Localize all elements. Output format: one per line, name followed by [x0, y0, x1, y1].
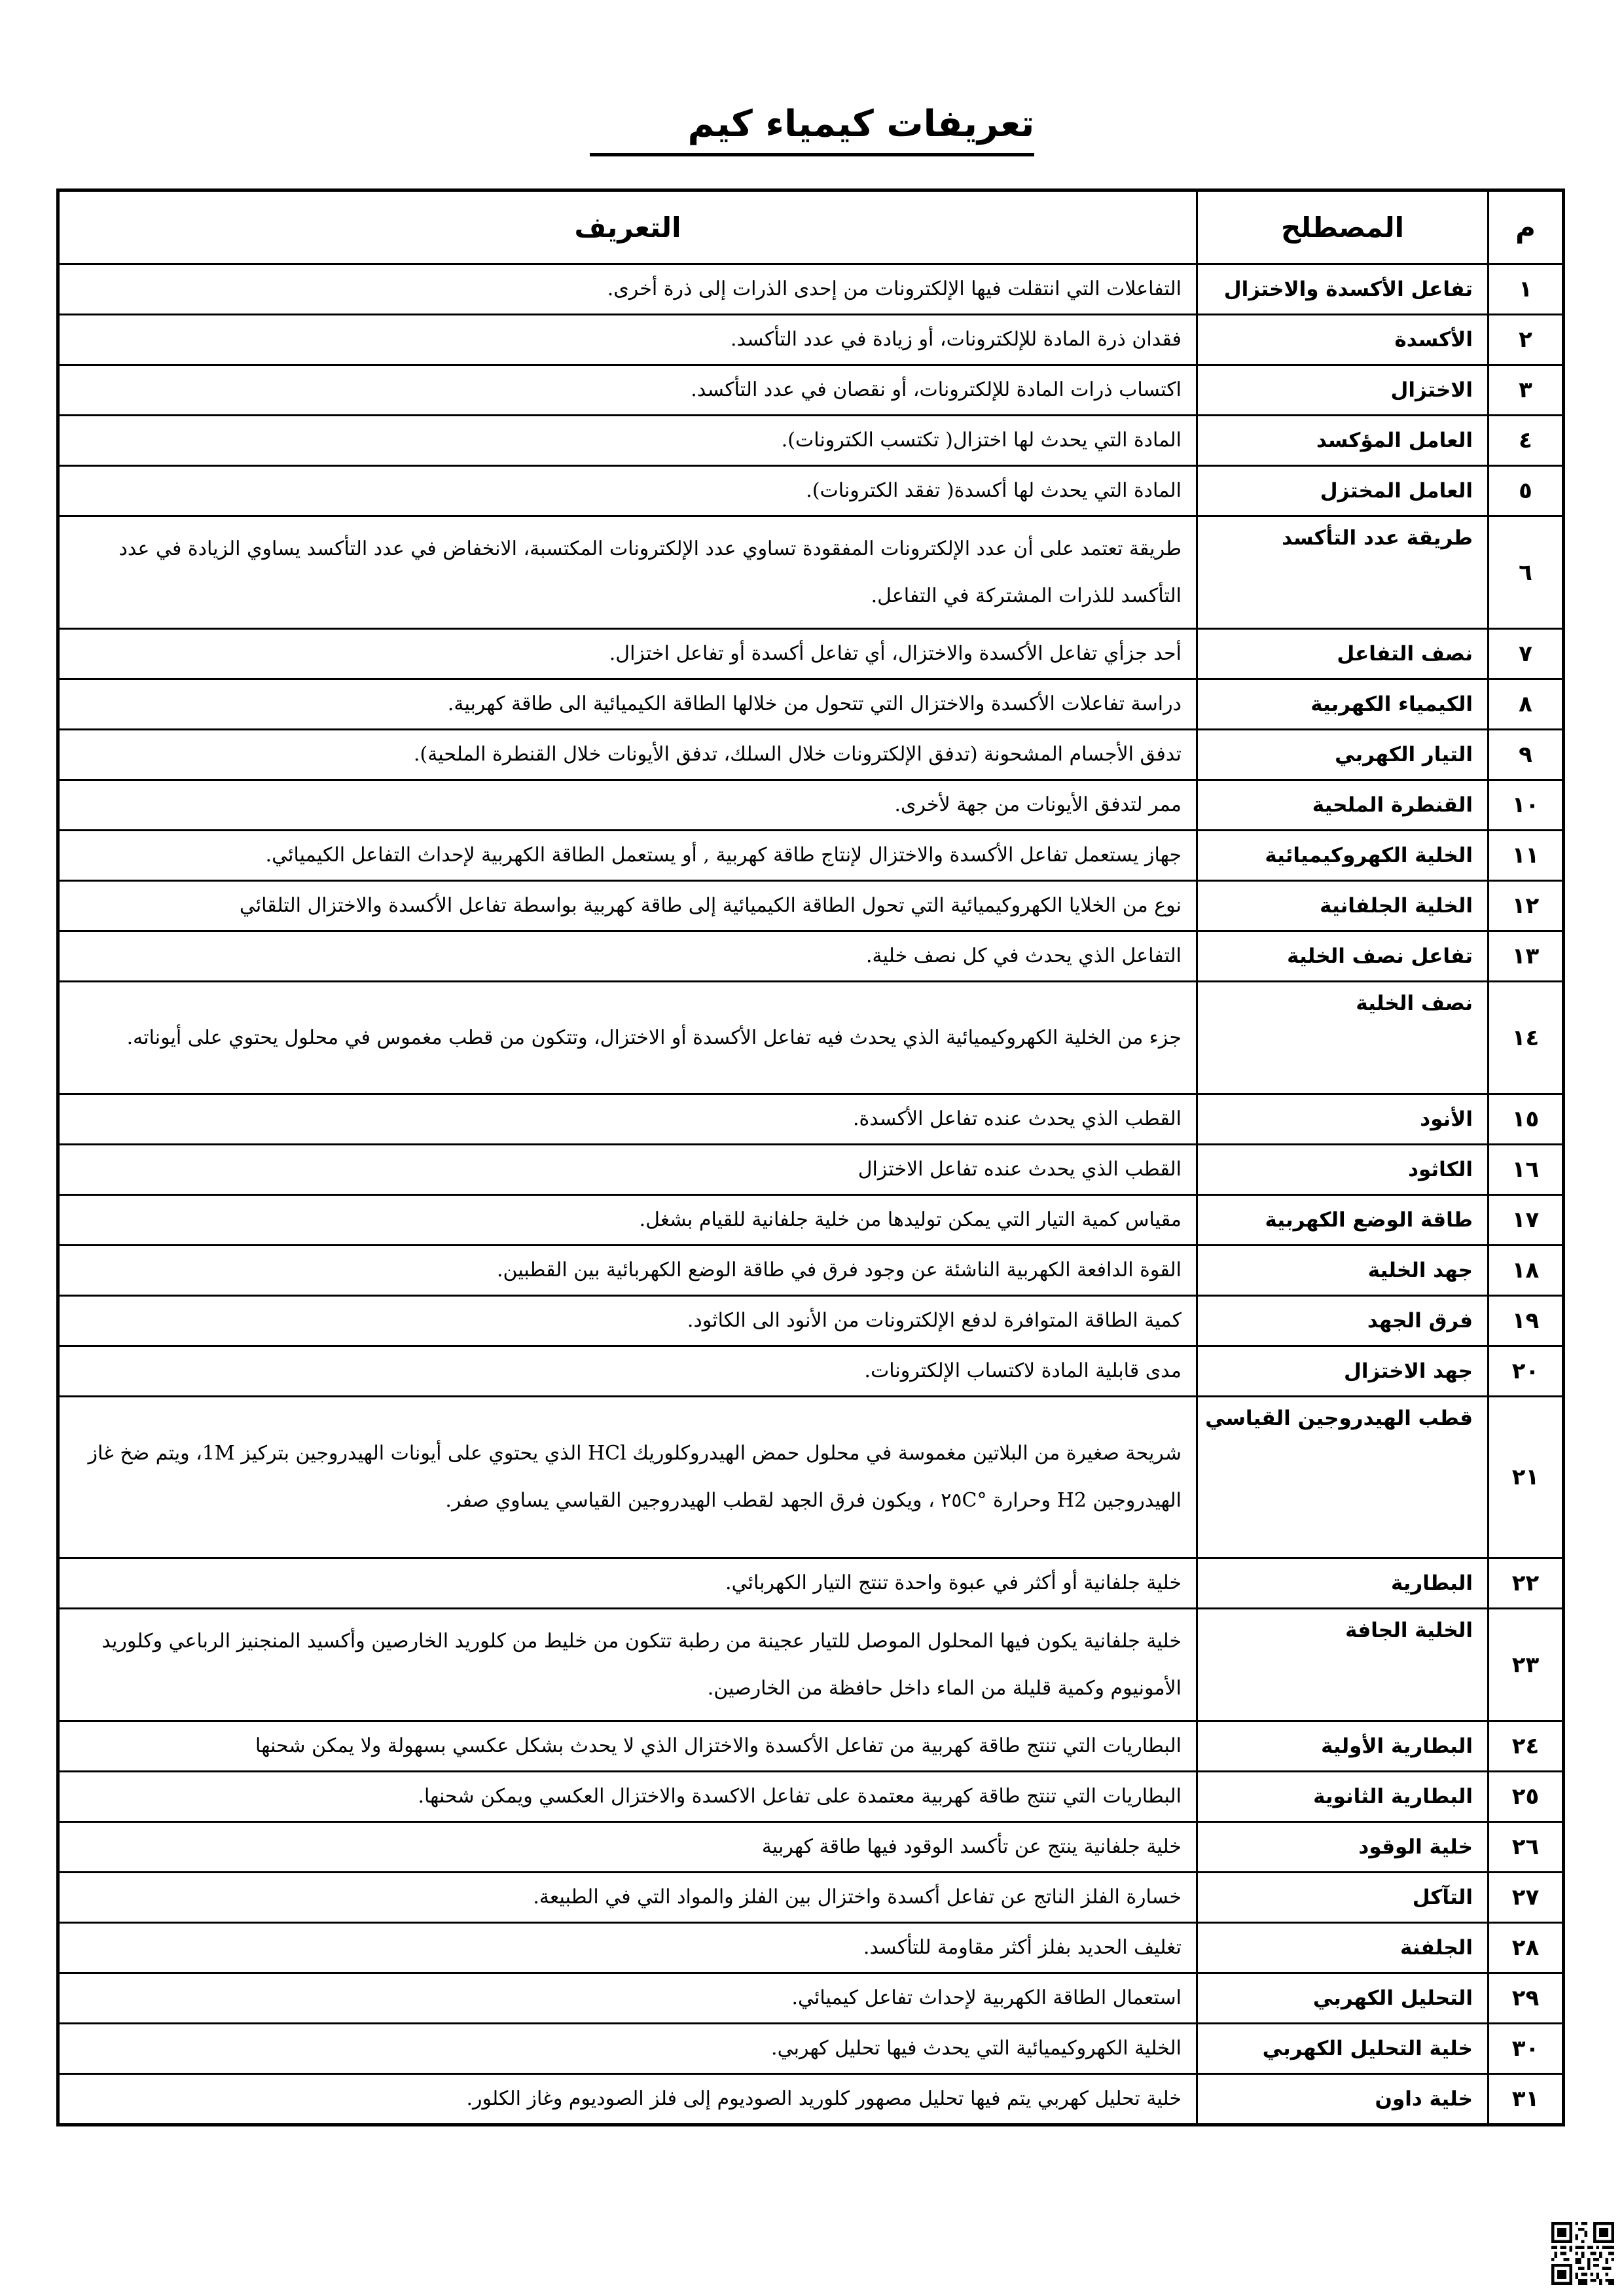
- row-definition: جزء من الخلية الكهروكيميائية الذي يحدث فيه تفاعل الأكسدة أو الاختزال، وتتكون من قطب مغموس في محلول يحتوي على أيوناته.: [58, 982, 1197, 1094]
- row-term: الجلفنة: [1197, 1923, 1489, 1973]
- row-term: تفاعل الأكسدة والاختزال: [1197, 264, 1489, 315]
- table-row: [58, 881, 1564, 931]
- row-number: ١: [1489, 264, 1564, 315]
- row-term: الخلية الكهروكيميائية: [1197, 831, 1489, 881]
- row-number: ٢٤: [1489, 1721, 1564, 1772]
- row-number: ٢٠: [1489, 1346, 1564, 1397]
- row-number: ٢٨: [1489, 1923, 1564, 1973]
- table-row: [58, 1923, 1564, 1973]
- row-number: ٤: [1489, 416, 1564, 466]
- table-row: [58, 1195, 1564, 1246]
- row-number: ١٤: [1489, 982, 1564, 1094]
- page-title-text: تعريفات كيمياء كيم: [590, 98, 1035, 156]
- row-definition: القوة الدافعة الكهربية الناشئة عن وجود فرق في طاقة الوضع الكهربائية بين القطبين.: [58, 1246, 1197, 1296]
- row-definition: طريقة تعتمد على أن عدد الإلكترونات المفقودة تساوي عدد الإلكترونات المكتسبة، الانخفاض في عدد التأكسد يساوي الزيادة في عدد التأكسد للذرات المشتركة في التفاعل.: [58, 516, 1197, 629]
- row-term: الأكسدة: [1197, 315, 1489, 365]
- table-row: [58, 1973, 1564, 2024]
- row-term: نصف الخلية: [1197, 982, 1489, 1094]
- row-number: ٢١: [1489, 1397, 1564, 1558]
- row-term: البطارية: [1197, 1558, 1489, 1609]
- table-row: [58, 1296, 1564, 1346]
- row-number: ٢٢: [1489, 1558, 1564, 1609]
- row-definition: خلية جلفانية ينتج عن تأكسد الوقود فيها طاقة كهربية: [58, 1822, 1197, 1873]
- qr-code-icon: [1551, 2222, 1614, 2285]
- row-term: التآكل: [1197, 1873, 1489, 1923]
- row-number: ٦: [1489, 516, 1564, 629]
- row-definition: شريحة صغيرة من البلاتين مغموسة في محلول حمض الهيدروكلوريك HCl الذي يحتوي على أيونات الهيدروجين بتركيز 1M، ويتم ضخ غاز الهيدروجين H2 وحرارة °٢٥C ، ويكون فرق الجهد لقطب الهيدروجين القياسي يساوي صفر.: [58, 1397, 1197, 1558]
- table-row: [58, 1558, 1564, 1609]
- row-term: البطارية الثانوية: [1197, 1772, 1489, 1822]
- row-number: ١٨: [1489, 1246, 1564, 1296]
- row-number: ١٥: [1489, 1094, 1564, 1145]
- table-row: [58, 679, 1564, 730]
- table-row: [58, 264, 1564, 315]
- row-term: التحليل الكهربي: [1197, 1973, 1489, 2024]
- table-row: [58, 1397, 1564, 1558]
- row-definition: تغليف الحديد بفلز أكثر مقاومة للتأكسد.: [58, 1923, 1197, 1973]
- row-definition: تدفق الأجسام المشحونة (تدفق الإلكترونات خلال السلك، تدفق الأيونات خلال القنطرة الملحية).: [58, 730, 1197, 780]
- row-number: ٩: [1489, 730, 1564, 780]
- row-term: جهد الخلية: [1197, 1246, 1489, 1296]
- row-number: ٢٥: [1489, 1772, 1564, 1822]
- row-number: ١٩: [1489, 1296, 1564, 1346]
- row-number: ٢٧: [1489, 1873, 1564, 1923]
- row-number: ٣: [1489, 365, 1564, 416]
- header-term: المصطلح: [1197, 190, 1489, 264]
- table-row: [58, 466, 1564, 516]
- table-row: [58, 1873, 1564, 1923]
- table-row: [58, 1822, 1564, 1873]
- row-definition: أحد جزأي تفاعل الأكسدة والاختزال، أي تفاعل أكسدة أو تفاعل اختزال.: [58, 629, 1197, 679]
- row-term: فرق الجهد: [1197, 1296, 1489, 1346]
- row-definition: دراسة تفاعلات الأكسدة والاختزال التي تتحول من خلالها الطاقة الكيميائية الى طاقة كهربية.: [58, 679, 1197, 730]
- table-row: [58, 931, 1564, 982]
- table-row: [58, 2024, 1564, 2074]
- table-row: [58, 982, 1564, 1094]
- row-definition: نوع من الخلايا الكهروكيميائية التي تحول الطاقة الكيميائية إلى طاقة كهربية بواسطة تفاعل الأكسدة والاختزال التلقائي: [58, 881, 1197, 931]
- table-row: [58, 780, 1564, 831]
- row-number: ١٧: [1489, 1195, 1564, 1246]
- row-definition: البطاريات التي تنتج طاقة كهربية معتمدة على تفاعل الاكسدة والاختزال العكسي ويمكن شحنها.: [58, 1772, 1197, 1822]
- row-definition: خلية تحليل كهربي يتم فيها تحليل مصهور كلوريد الصوديوم إلى فلز الصوديوم وغاز الكلور.: [58, 2074, 1197, 2125]
- row-definition: فقدان ذرة المادة للإلكترونات، أو زيادة في عدد التأكسد.: [58, 315, 1197, 365]
- row-term: تفاعل نصف الخلية: [1197, 931, 1489, 982]
- row-definition: كمية الطاقة المتوافرة لدفع الإلكترونات من الأنود الى الكاثود.: [58, 1296, 1197, 1346]
- table-row: [58, 1721, 1564, 1772]
- row-definition: ممر لتدفق الأيونات من جهة لأخرى.: [58, 780, 1197, 831]
- row-number: ٨: [1489, 679, 1564, 730]
- row-definition: المادة التي يحدث لها أكسدة( تفقد الكترونات).: [58, 466, 1197, 516]
- row-number: ١٦: [1489, 1145, 1564, 1195]
- header-num: م: [1489, 190, 1564, 264]
- table-row: [58, 315, 1564, 365]
- row-term: الكاثود: [1197, 1145, 1489, 1195]
- row-definition: القطب الذي يحدث عنده تفاعل الاختزال: [58, 1145, 1197, 1195]
- row-number: ٢٦: [1489, 1822, 1564, 1873]
- row-number: ٢٩: [1489, 1973, 1564, 2024]
- row-number: ٥: [1489, 466, 1564, 516]
- row-definition: خلية جلفانية يكون فيها المحلول الموصل للتيار عجينة من رطبة تتكون من خليط من كلوريد الخارصين وأكسيد المنجنيز الرباعي وكلوريد الأمونيوم وكمية قليلة من الماء داخل حافظة من الخارصين.: [58, 1609, 1197, 1721]
- table-row: [58, 1246, 1564, 1296]
- row-number: ١٢: [1489, 881, 1564, 931]
- table-row: [58, 1609, 1564, 1721]
- row-term: البطارية الأولية: [1197, 1721, 1489, 1772]
- row-definition: جهاز يستعمل تفاعل الأكسدة والاختزال لإنتاج طاقة كهربية , أو يستعمل الطاقة الكهربية لإحداث التفاعل الكيميائي.: [58, 831, 1197, 881]
- row-definition: مقياس كمية التيار التي يمكن توليدها من خلية جلفانية للقيام بشغل.: [58, 1195, 1197, 1246]
- header-definition: التعريف: [58, 190, 1197, 264]
- row-definition: التفاعل الذي يحدث في كل نصف خلية.: [58, 931, 1197, 982]
- row-definition: خسارة الفلز الناتج عن تفاعل أكسدة واختزال بين الفلز والمواد التي في الطبيعة.: [58, 1873, 1197, 1923]
- row-term: التيار الكهربي: [1197, 730, 1489, 780]
- table-row: [58, 2074, 1564, 2125]
- row-definition: التفاعلات التي انتقلت فيها الإلكترونات من إحدى الذرات إلى ذرة أخرى.: [58, 264, 1197, 315]
- row-term: الكيمياء الكهربية: [1197, 679, 1489, 730]
- row-number: ٢٣: [1489, 1609, 1564, 1721]
- row-number: ٣١: [1489, 2074, 1564, 2125]
- table-row: [58, 416, 1564, 466]
- page-title: [0, 98, 1624, 156]
- table-row: [58, 1094, 1564, 1145]
- row-term: خلية داون: [1197, 2074, 1489, 2125]
- row-term: نصف التفاعل: [1197, 629, 1489, 679]
- row-number: ١٠: [1489, 780, 1564, 831]
- row-number: ٣٠: [1489, 2024, 1564, 2074]
- table-row: [58, 1145, 1564, 1195]
- row-term: طاقة الوضع الكهربية: [1197, 1195, 1489, 1246]
- row-term: الخلية الجافة: [1197, 1609, 1489, 1721]
- table-row: [58, 1772, 1564, 1822]
- table-row: [58, 365, 1564, 416]
- row-term: خلية التحليل الكهربي: [1197, 2024, 1489, 2074]
- row-number: ١٣: [1489, 931, 1564, 982]
- row-term: الأنود: [1197, 1094, 1489, 1145]
- row-term: العامل المختزل: [1197, 466, 1489, 516]
- table-header-row: [58, 190, 1564, 264]
- row-definition: مدى قابلية المادة لاكتساب الإلكترونات.: [58, 1346, 1197, 1397]
- table-row: [58, 516, 1564, 629]
- row-definition: اكتساب ذرات المادة للإلكترونات، أو نقصان في عدد التأكسد.: [58, 365, 1197, 416]
- row-number: ٧: [1489, 629, 1564, 679]
- row-term: خلية الوقود: [1197, 1822, 1489, 1873]
- row-number: ٢: [1489, 315, 1564, 365]
- row-definition: الخلية الكهروكيميائية التي يحدث فيها تحليل كهربي.: [58, 2024, 1197, 2074]
- table-row: [58, 629, 1564, 679]
- row-definition: المادة التي يحدث لها اختزال( تكتسب الكترونات).: [58, 416, 1197, 466]
- row-term: جهد الاختزال: [1197, 1346, 1489, 1397]
- row-number: ١١: [1489, 831, 1564, 881]
- definitions-table: [56, 188, 1565, 2126]
- table-row: [58, 831, 1564, 881]
- row-definition: استعمال الطاقة الكهربية لإحداث تفاعل كيميائي.: [58, 1973, 1197, 2024]
- row-term: طريقة عدد التأكسد: [1197, 516, 1489, 629]
- row-term: قطب الهيدروجين القياسي: [1197, 1397, 1489, 1558]
- row-term: الخلية الجلفانية: [1197, 881, 1489, 931]
- row-definition: القطب الذي يحدث عنده تفاعل الأكسدة.: [58, 1094, 1197, 1145]
- row-term: الاختزال: [1197, 365, 1489, 416]
- table-row: [58, 730, 1564, 780]
- row-definition: خلية جلفانية أو أكثر في عبوة واحدة تنتج التيار الكهربائي.: [58, 1558, 1197, 1609]
- table-row: [58, 1346, 1564, 1397]
- row-term: العامل المؤكسد: [1197, 416, 1489, 466]
- row-definition: البطاريات التي تنتج طاقة كهربية من تفاعل الأكسدة والاختزال الذي لا يحدث بشكل عكسي بسهولة ولا يمكن شحنها: [58, 1721, 1197, 1772]
- row-term: القنطرة الملحية: [1197, 780, 1489, 831]
